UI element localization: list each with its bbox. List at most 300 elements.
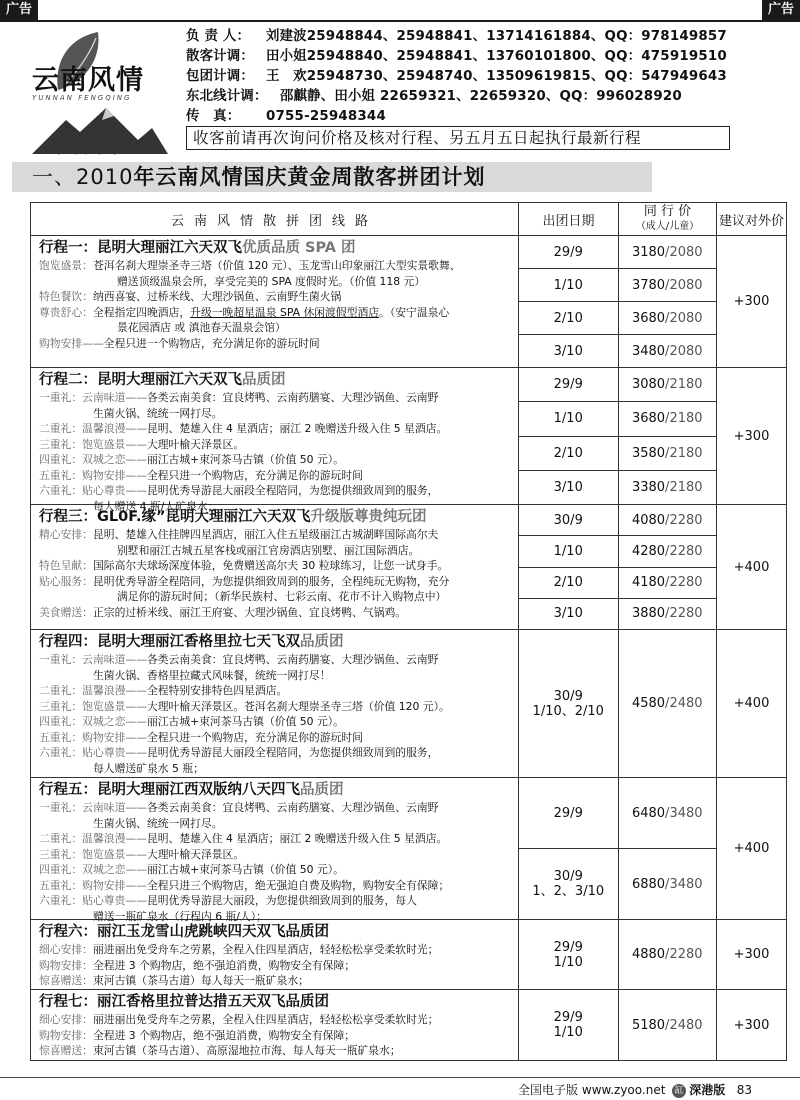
price-separator: / xyxy=(665,696,670,711)
route-detail-value: 大理叶榆天泽景区。苍洱名刹大理崇圣寺三塔（价值 120 元）。 xyxy=(146,699,450,713)
route-detail-value: 昆明、楚雄入住 4 星酒店；丽江 2 晚赠送升级入住 5 星酒店。 xyxy=(146,832,448,845)
route-detail-value: 丽江古城+束河茶马古镇（价值 50 元）。 xyxy=(146,453,344,466)
route-row xyxy=(31,630,786,778)
date-price-row xyxy=(519,630,716,777)
departure-date-main: 2/10 xyxy=(553,310,583,326)
route-description xyxy=(31,990,519,1060)
route-detail-line xyxy=(39,1043,518,1059)
route-dates xyxy=(519,920,717,989)
route-detail-key: 细心安排： xyxy=(39,1013,93,1026)
price-separator: / xyxy=(665,411,670,427)
route-detail-line xyxy=(39,289,518,305)
route-detail-key: 购物安排—— xyxy=(39,336,104,350)
departure-date-main: 29/9 xyxy=(553,377,583,393)
route-detail-line xyxy=(39,274,518,290)
route-dates xyxy=(519,505,717,629)
route-detail-line xyxy=(39,847,518,863)
child-price: 2280 xyxy=(669,575,703,591)
date-price-row xyxy=(519,920,716,989)
contact-value: 邵麒静、田小姐 22659321、22659320、QQ：996028920 xyxy=(280,89,682,104)
route-detail-line xyxy=(39,973,518,989)
adult-price: 3780 xyxy=(631,277,666,293)
route-detail-key: 五重礼：购物安排—— xyxy=(39,878,147,892)
date-price-row xyxy=(519,335,716,367)
contact-row xyxy=(186,87,786,107)
logo-brand-name-2: 魅力东北 xyxy=(58,137,127,156)
suggested-price: +300 xyxy=(733,947,770,962)
peer-price xyxy=(619,302,717,334)
route-detail-line xyxy=(39,862,518,878)
child-price: 2080 xyxy=(669,277,703,293)
route-description xyxy=(31,368,519,513)
route-detail-key: 六重礼：贴心尊贵—— xyxy=(39,894,147,907)
departure-date xyxy=(519,269,619,301)
route-detail-key: 二重礼：温馨浪漫—— xyxy=(39,422,147,435)
route-detail-key: 五重礼：购物安排—— xyxy=(39,468,147,482)
departure-date xyxy=(519,302,619,334)
departure-date-extra: 1/10 xyxy=(553,954,583,970)
route-title-text: 行程七：丽江香格里拉普达措五天双飞品质团 xyxy=(39,994,329,1010)
logo-brand-sub: YUNNAN FENGQING xyxy=(32,94,132,102)
departure-date xyxy=(519,536,619,566)
route-detail-value: 昆明优秀导游昆大丽段，为您提供细致周到的服务，每人 xyxy=(146,894,417,907)
date-price-row xyxy=(519,302,716,335)
departure-date-main: 1/10 xyxy=(553,411,583,427)
price-separator: / xyxy=(665,445,670,461)
departure-date xyxy=(519,402,619,435)
route-detail-line xyxy=(39,730,518,746)
route-description xyxy=(31,920,519,989)
adult-price: 4080 xyxy=(631,512,666,528)
route-detail-line xyxy=(39,816,518,832)
route-detail-value: 丽江古城+束河茶马古镇（价值 50 元）。 xyxy=(146,863,344,876)
departure-date-main: 30/9 xyxy=(553,869,583,884)
route-detail-value: 全程指定四晚酒店， xyxy=(92,305,191,319)
peer-price xyxy=(619,630,717,777)
route-detail-value: 生菌火锅、香格里拉藏式风味餐，统统一网打尽！ xyxy=(93,668,331,682)
route-detail-line xyxy=(39,761,518,777)
section-title-text: 年云南风情国庆黄金周散客拼团计划 xyxy=(133,165,486,189)
route-detail-line xyxy=(39,483,518,499)
route-detail-key: 四重礼：双城之恋—— xyxy=(39,863,147,876)
route-title xyxy=(39,781,518,800)
date-price-row xyxy=(519,536,716,567)
child-price: 2080 xyxy=(669,310,703,326)
departure-date-main: 2/10 xyxy=(553,575,583,591)
peer-price xyxy=(619,505,717,535)
route-detail-key: 三重礼：饱览盛景—— xyxy=(39,847,147,861)
route-detail-value: 全程进 3 个购物店，绝不强迫消费，购物安全有保障； xyxy=(92,958,356,972)
route-detail-key: 惊喜赠送： xyxy=(39,974,93,987)
route-detail-key: 购物安排： xyxy=(39,958,93,972)
route-detail-value: 各类云南美食：宜良烤鸭、云南药膳宴、大理沙锅鱼、云南野 xyxy=(146,653,439,666)
route-detail-line xyxy=(39,406,518,422)
suggested-price: +400 xyxy=(733,559,770,575)
peer-price xyxy=(619,536,717,566)
route-detail-key: 四重礼：双城之恋—— xyxy=(39,715,147,728)
adult-price: 6880 xyxy=(631,876,666,892)
route-title-text: 行程二：昆明大理丽江六天双飞 xyxy=(39,372,242,388)
date-price-row xyxy=(519,990,716,1060)
departure-date xyxy=(519,599,619,629)
route-detail-line xyxy=(39,574,518,590)
page-number: 83 xyxy=(736,1083,752,1097)
departure-date-main: 3/10 xyxy=(553,479,583,495)
date-price-row xyxy=(519,269,716,302)
route-detail-line xyxy=(39,958,518,974)
peer-price xyxy=(619,471,717,504)
route-detail-value: 各类云南美食：宜良烤鸭、云南药膳宴、大理沙锅鱼、云南野 xyxy=(146,391,439,404)
route-quality-tag: 品质团 xyxy=(300,634,344,650)
header-suggested-price: 建议对外价 xyxy=(718,213,784,229)
route-quality-tag: 品质团 xyxy=(242,372,286,388)
route-row xyxy=(31,505,786,630)
child-price: 2080 xyxy=(669,244,703,260)
date-price-row xyxy=(519,437,716,471)
departure-date xyxy=(519,920,619,989)
suggested-price: +300 xyxy=(733,294,770,309)
departure-date xyxy=(519,437,619,470)
route-detail-value: 苍洱名刹大理崇圣寺三塔（价值 120 元）、玉龙雪山印象丽江大型实景歌舞、 xyxy=(92,259,461,272)
header-price-sub: （成人/儿童） xyxy=(635,221,700,232)
peer-price xyxy=(619,849,717,919)
route-detail-value: 全程只进三个购物店，绝无强迫自费及购物，购物安全有保障； xyxy=(146,878,450,892)
route-title xyxy=(39,508,518,527)
route-detail-line xyxy=(39,589,518,605)
peer-price xyxy=(619,778,717,848)
departure-date-extra: 1/10、2/10 xyxy=(532,703,604,719)
section-title xyxy=(12,162,652,192)
route-detail-key: 惊喜赠送： xyxy=(39,1044,93,1057)
route-title xyxy=(39,633,518,652)
route-detail-key: 四重礼：双城之恋—— xyxy=(39,453,147,466)
footer-url: www.zyoo.net xyxy=(581,1083,666,1097)
route-detail-highlight: 升级一晚超星温泉 SPA 休闲渡假型酒店 xyxy=(190,305,380,319)
date-price-row xyxy=(519,778,716,849)
route-detail-value: 束河古镇（茶马古道）每人每天一瓶矿泉水； xyxy=(92,974,309,987)
contact-label: 包团计调： xyxy=(186,69,254,84)
route-description xyxy=(31,778,519,923)
route-detail-key: 特色呈献： xyxy=(39,559,93,572)
route-quality-tag: 升级版尊贵纯玩团 xyxy=(310,509,427,525)
route-detail-value: 每人赠送 4 瓶/人矿泉水； xyxy=(93,499,219,513)
departure-date-extra: 1/10 xyxy=(553,1025,583,1040)
route-row xyxy=(31,778,786,923)
peer-price xyxy=(619,990,717,1060)
contact-label: 东北线计调： xyxy=(186,89,268,104)
route-row xyxy=(31,920,786,990)
route-detail-value: 大理叶榆天泽景区。 xyxy=(146,437,245,451)
price-separator: / xyxy=(665,244,670,260)
route-detail-key: 六重礼：贴心尊贵—— xyxy=(39,746,147,759)
child-price: 2280 xyxy=(669,512,703,528)
child-price: 2480 xyxy=(669,696,703,711)
logo-brand-name: 云南风情 xyxy=(32,65,144,96)
route-detail-key: 饱览盛景： xyxy=(39,259,93,272)
date-price-row xyxy=(519,568,716,599)
route-detail-line xyxy=(39,1012,518,1028)
route-title-text: 行程一：昆明大理丽江六天双飞 xyxy=(39,240,242,256)
departure-date xyxy=(519,568,619,598)
route-detail-value: 昆明优秀导游昆大丽段全程陪同，为您提供细致周到的服务， xyxy=(146,484,439,497)
route-detail-line xyxy=(39,527,518,543)
route-detail-value: 正宗的过桥米线、丽江王府宴、大理沙锅鱼、宜良烤鸭、气锅鸡。 xyxy=(92,605,407,619)
contact-row xyxy=(186,27,786,47)
route-detail-value: 赠送一瓶矿泉水（行程内 6 瓶/人）； xyxy=(93,909,267,923)
route-detail-line xyxy=(39,320,518,336)
route-detail-key: 贴心服务： xyxy=(39,574,93,588)
route-title-text: 行程四：昆明大理丽江香格里拉七天飞双 xyxy=(39,634,300,650)
footer-divider xyxy=(0,1077,800,1078)
header-price xyxy=(619,203,717,235)
departure-date-main: 29/9 xyxy=(553,805,583,821)
route-row xyxy=(31,990,786,1060)
departure-date xyxy=(519,778,619,848)
departure-date-main: 29/9 xyxy=(553,939,583,955)
routes-body xyxy=(31,236,786,1060)
contact-row xyxy=(186,67,786,87)
contact-label: 散客计调： xyxy=(186,49,254,64)
peer-price xyxy=(619,368,717,401)
departure-date xyxy=(519,335,619,367)
route-detail-line xyxy=(39,452,518,468)
route-detail-key: 美食赠送： xyxy=(39,605,93,619)
child-price: 2180 xyxy=(669,411,703,427)
adult-price: 3380 xyxy=(631,479,666,495)
ad-label-left: 广告 xyxy=(0,0,38,20)
route-detail-value: 全程只进一个购物店，充分满足你的游玩时间 xyxy=(103,336,320,350)
date-price-row xyxy=(519,471,716,504)
route-detail-value: 昆明、楚雄入住挂牌四星酒店，丽江入住五星级丽江古城湖畔国际高尔夫 xyxy=(92,528,439,541)
route-detail-value: 昆明优秀导游昆大丽段全程陪同，为您提供细致周到的服务， xyxy=(146,746,439,759)
adult-price: 3480 xyxy=(631,343,666,359)
route-detail-line xyxy=(39,714,518,730)
adult-price: 3180 xyxy=(631,244,666,260)
route-description xyxy=(31,630,519,777)
peer-price xyxy=(619,269,717,301)
page-footer xyxy=(0,1073,800,1100)
route-title-text: 行程三：GL0F.缘”昆明大理丽江六天双飞 xyxy=(39,509,311,525)
route-detail-value: 每人赠送矿泉水 5 瓶； xyxy=(93,761,204,775)
adult-price: 3680 xyxy=(631,310,666,326)
header-date: 出团日期 xyxy=(519,203,619,235)
adult-price: 6480 xyxy=(631,805,666,821)
route-detail-key: 二重礼：温馨浪漫—— xyxy=(39,684,147,697)
route-detail-line xyxy=(39,745,518,761)
departure-date xyxy=(519,990,619,1060)
route-detail-value: 景花园酒店 或 滇池春天温泉会馆） xyxy=(117,321,286,334)
suggested-price: +300 xyxy=(733,428,770,444)
table-header xyxy=(31,203,786,236)
child-price: 2480 xyxy=(669,1017,703,1033)
route-detail-value: 生菌火锅、统统一网打尽。 xyxy=(93,406,223,420)
route-detail-value-2: 。（安宁温泉心 xyxy=(379,305,450,319)
route-detail-line xyxy=(39,668,518,684)
route-detail-line xyxy=(39,605,518,621)
departure-date xyxy=(519,368,619,401)
route-detail-line xyxy=(39,336,518,352)
adult-price: 4580 xyxy=(631,696,666,711)
route-row xyxy=(31,368,786,513)
price-separator: / xyxy=(665,876,670,892)
route-detail-value: 丽进丽出免受舟车之劳累，全程入住四星酒店，轻轻松松享受柔软时光； xyxy=(92,1013,439,1026)
route-detail-line xyxy=(39,543,518,559)
date-price-row xyxy=(519,505,716,536)
route-detail-line xyxy=(39,468,518,484)
route-detail-value: 满足你的游玩时间；（新华民族村、七彩云南、花市不计入购物点中） xyxy=(117,590,447,603)
adult-price: 3880 xyxy=(631,606,666,622)
footer-badge-icon: 缸 xyxy=(672,1084,686,1098)
departure-date xyxy=(519,236,619,268)
child-price: 2280 xyxy=(669,543,703,559)
route-detail-line xyxy=(39,258,518,274)
price-separator: / xyxy=(665,543,670,559)
footer-text xyxy=(518,1081,752,1098)
departure-date-main: 30/9 xyxy=(553,688,583,704)
route-detail-key: 三重礼：饱览盛景—— xyxy=(39,437,147,451)
suggested-price: +400 xyxy=(733,696,770,711)
route-detail-line xyxy=(39,652,518,668)
contact-row xyxy=(186,107,786,127)
contact-value: 0755-25948344 xyxy=(266,109,386,124)
price-separator: / xyxy=(665,479,670,495)
route-detail-line xyxy=(39,878,518,894)
route-detail-line xyxy=(39,699,518,715)
route-title xyxy=(39,993,518,1012)
peer-price xyxy=(619,236,717,268)
route-detail-value: 昆明优秀导游全程陪同，为您提供细致周到的服务，全程纯玩无购物，充分 xyxy=(92,574,450,588)
departure-date-main: 3/10 xyxy=(553,343,583,359)
route-detail-line xyxy=(39,893,518,909)
price-separator: / xyxy=(665,310,670,326)
price-separator: / xyxy=(665,606,670,622)
contact-value: 田小姐25948840、25948841、13760101800、QQ：475919510 xyxy=(266,49,727,64)
child-price: 2180 xyxy=(669,445,703,461)
route-quality-tag: 优质品质 SPA 团 xyxy=(242,240,356,256)
route-description xyxy=(31,505,519,629)
price-separator: / xyxy=(665,947,670,962)
peer-price xyxy=(619,568,717,598)
route-detail-value: 生菌火锅、统统一网打尽。 xyxy=(93,816,223,830)
route-detail-key: 六重礼：贴心尊贵—— xyxy=(39,484,147,497)
route-detail-line xyxy=(39,390,518,406)
departure-date xyxy=(519,630,619,777)
departure-date-main: 3/10 xyxy=(553,606,583,622)
route-title-text: 行程五：昆明大理丽江西双版纳八天四飞 xyxy=(39,782,300,798)
route-detail-key: 一重礼：云南味道—— xyxy=(39,653,147,666)
route-dates xyxy=(519,778,717,919)
route-dates xyxy=(519,236,717,367)
tour-price-table xyxy=(30,202,787,1061)
route-detail-key: 三重礼：饱览盛景—— xyxy=(39,699,147,713)
route-title xyxy=(39,239,518,258)
route-detail-key: 特色餐饮： xyxy=(39,290,93,303)
footer-edition: 深港版 xyxy=(689,1083,726,1097)
date-price-row xyxy=(519,236,716,269)
route-quality-tag: 品质团 xyxy=(300,782,344,798)
route-detail-value: 别墅和丽江古城五星客栈或丽江官房酒店别墅、丽江国际酒店。 xyxy=(117,543,420,557)
route-detail-line xyxy=(39,942,518,958)
route-detail-line xyxy=(39,683,518,699)
route-detail-line xyxy=(39,800,518,816)
ad-label-right: 广告 xyxy=(762,0,800,20)
contact-value: 刘建波25948844、25948841、13714161884、QQ：978149857 xyxy=(266,29,727,44)
departure-date-main: 30/9 xyxy=(553,512,583,528)
price-separator: / xyxy=(665,277,670,293)
route-row xyxy=(31,236,786,368)
departure-date xyxy=(519,471,619,504)
route-detail-key: 五重礼：购物安排—— xyxy=(39,730,147,744)
route-detail-key: 购物安排： xyxy=(39,1028,93,1042)
child-price: 2180 xyxy=(669,377,703,393)
date-price-row xyxy=(519,368,716,402)
top-divider xyxy=(0,20,800,22)
date-price-row xyxy=(519,402,716,436)
adult-price: 3580 xyxy=(631,445,666,461)
section-title-year: 一、2010 xyxy=(32,165,134,189)
brand-logo xyxy=(28,28,168,156)
contact-label: 传 真： xyxy=(186,109,241,124)
route-detail-value: 纳西喜宴、过桥米线、大理沙锅鱼、云南野生菌火锅 xyxy=(92,290,342,303)
peer-price xyxy=(619,402,717,435)
adult-price: 4880 xyxy=(631,947,666,962)
route-title xyxy=(39,371,518,390)
route-detail-value: 昆明、楚雄入住 4 星酒店；丽江 2 晚赠送升级入住 5 星酒店。 xyxy=(146,422,448,435)
contact-list xyxy=(186,27,786,127)
adult-price: 3080 xyxy=(631,377,666,393)
peer-price xyxy=(619,599,717,629)
departure-date-main: 29/9 xyxy=(553,244,583,260)
departure-date xyxy=(519,505,619,535)
departure-date-main: 1/10 xyxy=(553,277,583,293)
route-detail-key: 一重礼：云南味道—— xyxy=(39,391,147,404)
route-detail-value: 全程特别安排特色四星酒店。 xyxy=(146,684,288,697)
departure-date-main: 2/10 xyxy=(553,445,583,461)
route-detail-value: 各类云南美食：宜良烤鸭、云南药膳宴、大理沙锅鱼、云南野 xyxy=(146,801,439,814)
adult-price: 4280 xyxy=(631,543,666,559)
route-detail-value: 丽进丽出免受舟车之劳累，全程入住四星酒店，轻轻松松享受柔软时光； xyxy=(92,943,439,956)
route-detail-value: 丽江古城+束河茶马古镇（价值 50 元）。 xyxy=(146,715,344,728)
route-detail-value: 束河古镇（茶马古道）、高原湿地拉市海、每人每天一瓶矿泉水； xyxy=(92,1044,401,1057)
child-price: 2080 xyxy=(669,343,703,359)
departure-date-main: 1/10 xyxy=(553,543,583,559)
route-detail-line xyxy=(39,305,518,321)
route-detail-value: 全程进 3 个购物店，绝不强迫消费，购物安全有保障； xyxy=(92,1028,356,1042)
header-price-main: 同 行 价 xyxy=(643,204,692,219)
price-separator: / xyxy=(665,512,670,528)
route-dates xyxy=(519,368,717,504)
route-detail-line xyxy=(39,1028,518,1044)
peer-price xyxy=(619,335,717,367)
adult-price: 3680 xyxy=(631,411,666,427)
contact-label: 负 责 人： xyxy=(186,29,251,44)
peer-price xyxy=(619,920,717,989)
header-route: 云南风情散拼团线路 xyxy=(31,203,519,235)
adult-price: 5180 xyxy=(631,1017,666,1033)
child-price: 3480 xyxy=(669,876,703,892)
adult-price: 4180 xyxy=(631,575,666,591)
route-title xyxy=(39,923,518,942)
route-detail-key: 尊贵舒心： xyxy=(39,305,93,319)
date-price-row xyxy=(519,599,716,629)
peer-price xyxy=(619,437,717,470)
route-detail-value: 大理叶榆天泽景区。 xyxy=(146,847,245,861)
route-detail-value: 赠送顶级温泉会所，享受完美的 SPA 度假时光。（价值 118 元） xyxy=(117,274,426,288)
child-price: 2280 xyxy=(669,606,703,622)
route-detail-key: 精心安排： xyxy=(39,528,93,541)
suggested-price: +300 xyxy=(733,1017,770,1033)
notice-box: 收客前请再次询问价格及核对行程、另五月五日起执行最新行程 xyxy=(186,126,730,150)
